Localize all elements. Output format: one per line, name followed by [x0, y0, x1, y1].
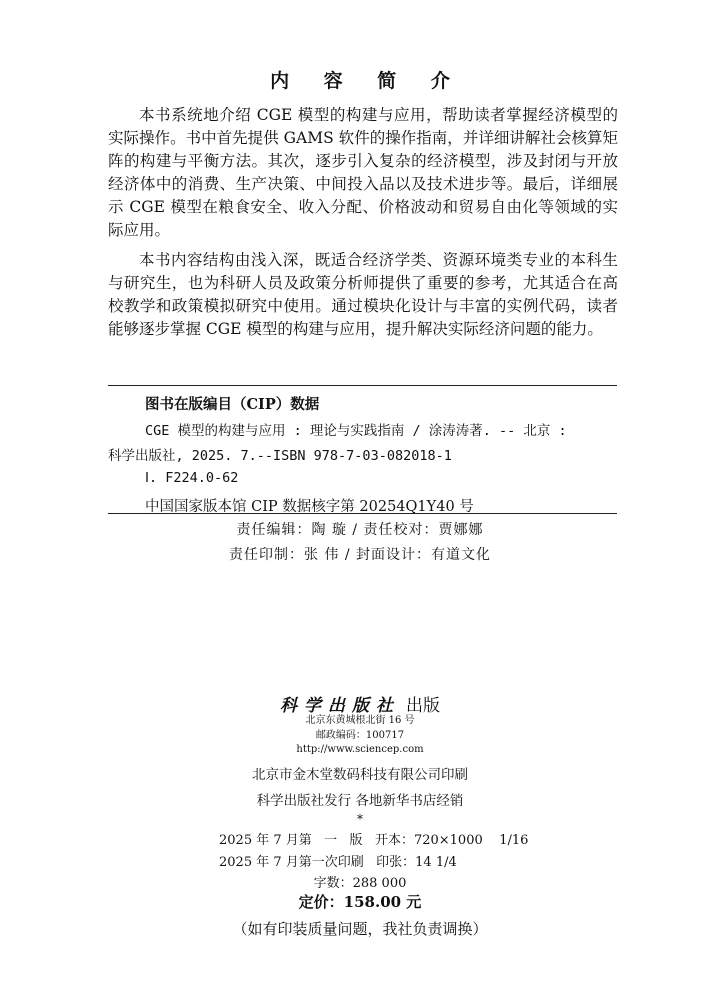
quality-notice: （如有印装质量问题，我社负责调换）	[232, 920, 488, 938]
cip-line-2: 科学出版社, 2025. 7.--ISBN 978-7-03-082018-1	[108, 448, 452, 464]
cip-line-1: CGE 模型的构建与应用 : 理论与实践指南 / 涂涛涛著. -- 北京 :	[145, 423, 567, 439]
edition-line: 2025 年 7 月第 一 版 开本：720×1000 1/16	[219, 833, 529, 848]
intro-paragraph-1	[108, 104, 618, 242]
publisher-address: 北京东黄城根北街 16 号	[305, 715, 415, 726]
printer-line: 北京市金木堂数码科技有限公司印刷	[252, 767, 468, 783]
distribution-line: 科学出版社发行 各地新华书店经销	[256, 793, 464, 809]
intro-title: 内 容 简 介	[270, 70, 464, 92]
intro-paragraph-2-text: 本书内容结构由浅入深，既适合经济学类、资源环境类专业的本科生与研究生，也为科研人员及政策分析师提供了重要的参考，尤其适合在高校教学和政策模拟研究中使用。通过模块化设计与丰富的实例代码，读者能够逐步掌握 CGE 模型的构建与应用，提升解决实际经济问题的能力。	[108, 251, 618, 338]
publisher-suffix: 出版	[406, 696, 440, 716]
separator-star: *	[357, 812, 363, 826]
cip-bottom-divider	[108, 513, 617, 514]
editor-credits: 责任编辑：陶 璇 / 责任校对：贾娜娜	[236, 522, 484, 538]
cip-top-divider	[108, 385, 617, 386]
price: 定价：158.00 元	[298, 893, 422, 911]
publisher-name: 科学出版社	[280, 696, 400, 716]
intro-paragraph-1-text: 本书系统地介绍 CGE 模型的构建与应用，帮助读者掌握经济模型的实际操作。书中首先提供 GAMS 软件的操作指南，并详细讲解社会核算矩阵的构建与平衡方法。其次，逐步引入复杂的经济模型，涉及封闭与开放经济体中的消费、生产决策、中间投入品以及技术进步等。最后，详细展示 CGE 模型在粮食安全、收入分配、价格波动和贸易自由化等领域的实际应用。	[108, 106, 618, 239]
publisher-url: http://www.sciencep.com	[296, 744, 424, 755]
production-credits: 责任印制：张 伟 / 封面设计：有道文化	[228, 547, 492, 563]
cip-line-3: Ⅰ. F224.0-62	[145, 470, 239, 486]
intro-paragraph-2	[108, 249, 618, 341]
printing-line: 2025 年 7 月第一次印刷 印张：14 1/4	[219, 855, 457, 870]
publisher-postcode: 邮政编码：100717	[315, 730, 405, 741]
cip-heading: 图书在版编目（CIP）数据	[145, 396, 320, 413]
cip-line-4: 中国国家版本馆 CIP 数据核字第 20254Q1Y40 号	[145, 499, 474, 515]
publisher-line	[0, 691, 720, 716]
word-count: 字数：288 000	[313, 876, 407, 891]
